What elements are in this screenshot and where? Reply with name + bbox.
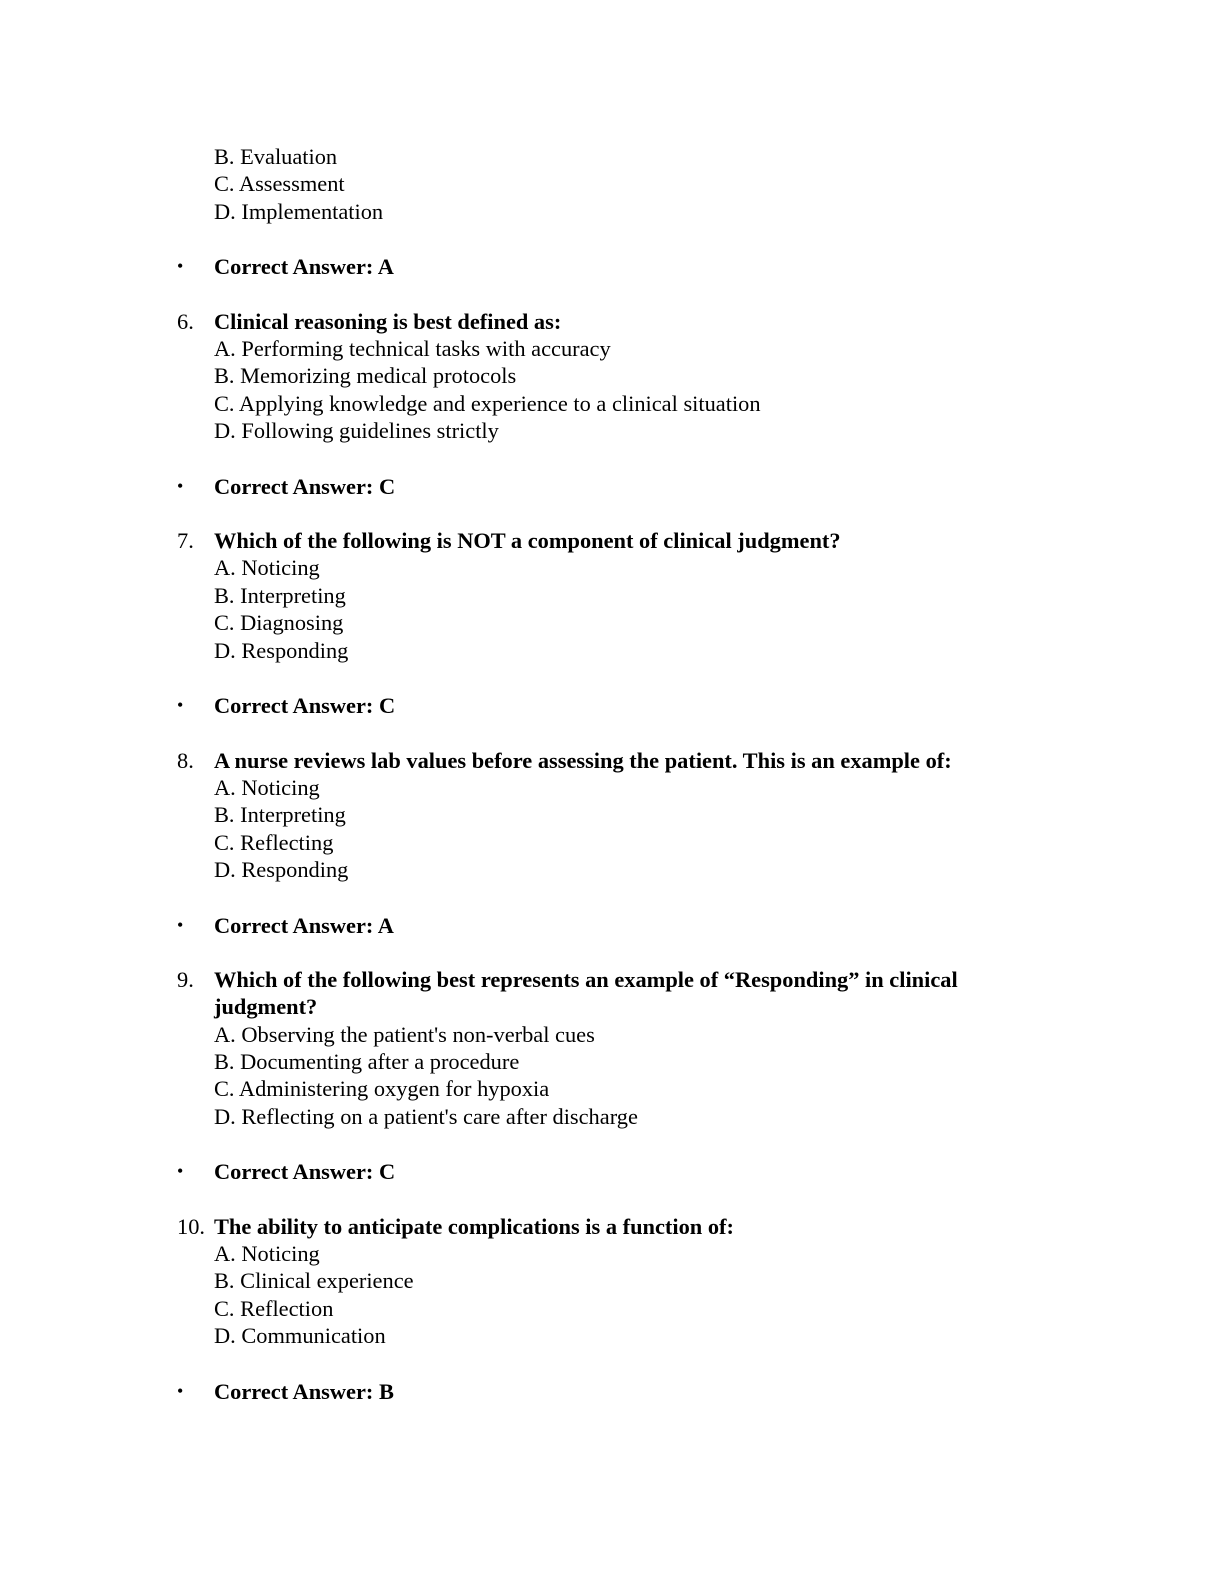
q10-correct-answer: Correct Answer: B xyxy=(214,1379,394,1404)
q9-option-a: A. Observing the patient's non-verbal cues xyxy=(214,1022,595,1047)
q6-option-b: B. Memorizing medical protocols xyxy=(214,363,517,388)
q6-option-a: A. Performing technical tasks with accuracy xyxy=(214,336,611,361)
q7-option-d: D. Responding xyxy=(214,638,349,663)
q9-option-c: C. Administering oxygen for hypoxia xyxy=(214,1076,550,1101)
q10-option-a: A. Noticing xyxy=(214,1241,320,1266)
q9-option-d: D. Reflecting on a patient's care after discharge xyxy=(214,1104,638,1129)
q9-question-line2: judgment? xyxy=(214,994,318,1019)
q10-option-b: B. Clinical experience xyxy=(214,1268,414,1293)
q7-correct-answer: Correct Answer: C xyxy=(214,693,396,718)
q6-correct-answer: Correct Answer: C xyxy=(214,474,396,499)
bullet-icon: • xyxy=(177,915,184,935)
q7-number: 7. xyxy=(177,528,194,553)
q5-correct-answer: Correct Answer: A xyxy=(214,254,394,279)
bullet-icon: • xyxy=(177,1381,184,1401)
q6-option-c: C. Applying knowledge and experience to a clinical situation xyxy=(214,391,761,416)
q10-question: The ability to anticipate complications is a function of: xyxy=(214,1214,734,1239)
q8-option-a: A. Noticing xyxy=(214,775,320,800)
q10-option-d: D. Communication xyxy=(214,1323,386,1348)
bullet-icon: • xyxy=(177,476,184,496)
q8-number: 8. xyxy=(177,748,194,773)
bullet-icon: • xyxy=(177,256,184,276)
q7-option-c: C. Diagnosing xyxy=(214,610,344,635)
q10-option-c: C. Reflection xyxy=(214,1296,334,1321)
q6-question: Clinical reasoning is best defined as: xyxy=(214,309,562,334)
q5-option-d: D. Implementation xyxy=(214,199,384,224)
q8-option-c: C. Reflecting xyxy=(214,830,334,855)
q5-option-b: B. Evaluation xyxy=(214,144,338,169)
q6-number: 6. xyxy=(177,309,194,334)
q9-number: 9. xyxy=(177,967,194,992)
q9-option-b: B. Documenting after a procedure xyxy=(214,1049,520,1074)
q8-question: A nurse reviews lab values before assessing the patient. This is an example of: xyxy=(214,748,952,773)
q8-option-d: D. Responding xyxy=(214,857,349,882)
q8-correct-answer: Correct Answer: A xyxy=(214,913,394,938)
q7-option-a: A. Noticing xyxy=(214,555,320,580)
q7-option-b: B. Interpreting xyxy=(214,583,346,608)
q6-option-d: D. Following guidelines strictly xyxy=(214,418,499,443)
q8-option-b: B. Interpreting xyxy=(214,802,346,827)
q10-number: 10. xyxy=(177,1214,205,1239)
q9-question-line1: Which of the following best represents an example of “Responding” in clinical xyxy=(214,967,958,992)
bullet-icon: • xyxy=(177,1161,184,1181)
q5-option-c: C. Assessment xyxy=(214,171,345,196)
q7-question: Which of the following is NOT a component of clinical judgment? xyxy=(214,528,841,553)
q9-correct-answer: Correct Answer: C xyxy=(214,1159,396,1184)
bullet-icon: • xyxy=(177,695,184,715)
